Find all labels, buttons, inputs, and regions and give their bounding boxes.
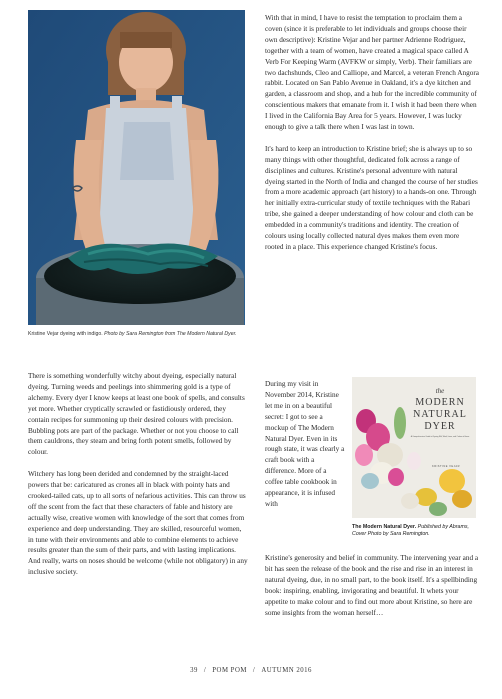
book-cover-illustration — [352, 377, 476, 518]
book-title-dyer: DYER — [424, 421, 456, 432]
right-paragraph-2: It's hard to keep an introduction to Kristine brief; she is always up to so many things with other thoughtful, dedicated folk across a range of disciplines and cultures. Kristine's personal adventure with natural dyeing started in the North of India and changed the course of her studies from a more academic approach (art history) to a hands-on one. Through her initially extra-curricular study of textile techniques with the Rabari tribe, she gained a deeper understanding of how colour and cloth can be embedded in a community's traditions and identity. The creation of colours using locally collected natural dyes makes them even more rooted in a place. This experience changed Kristine's focus. — [265, 144, 478, 252]
photo-caption — [28, 331, 248, 338]
visit-wide-text: Kristine's generosity and belief in community. The intervening year and a bit has seen the release of the book and the rise and rise in an interest in natural dyeing, due, in no small part, to the book itself. It's a spellbinding book: inspiring, enabling, invigorating and beautiful. It whets your appetite to make colour and to find out more about Kristine, so here are some insights from the woman herself… — [265, 554, 479, 617]
left-paragraph-2: Witchery has long been derided and condemned by the straight-laced powers that be: caricatured as crones all in black with pointy hats and crooked-tailed cats, up to all sorts of nefarious activities. This can throw us off the scent from the fact that these characters of fable and history are actually wise, creative women with knowledge of the sort that comes from experience and deep understanding. They are skilled, resourceful women, in tune with their environments and able to combine elements to achieve results greater than the sum of their parts, and with lasting implications. And really, warts on noses should be welcome (while not obligatory) in any inclusive society. — [28, 470, 248, 577]
dyer-photo — [28, 10, 245, 325]
right-paragraph-1: With that in mind, I have to resist the temptation to proclaim them a coven (since it is preferable to let individuals and groups choose their own descriptive): Kristine Vejar and her partner Adrienne Rodriguez, together with a team of women, have created a magical space called A Verb For Keeping Warm (AVFKW or simply, Verb). Their familiars are two dachshunds, Cleo and Calliope, and Marcel, a veteran French Angora rabbit. Located on San Pablo Avenue in Oakland, it's a dye kitchen and garden, a classroom and shop, and a hub for the incredible community of conscientious makers that emanate from it. I wish it had been there when I lived in the California Bay Area for 5 years. However, I was lucky enough to give a talk there when I was last in town. — [265, 14, 480, 132]
issue-name: AUTUMN 2016 — [261, 667, 312, 674]
book-title-modern: MODERN — [415, 397, 465, 408]
book-author: KRISTINE VEJAR — [431, 465, 461, 468]
book-cover-photo — [352, 377, 476, 518]
magazine-name: POM POM — [212, 667, 247, 674]
book-caption-credit: Published by Abrams, Cover Photo by Sara Remington. — [352, 524, 469, 538]
left-column-text — [28, 371, 248, 589]
right-column-text — [265, 13, 479, 264]
page-footer — [0, 667, 502, 674]
book-title-natural: NATURAL — [413, 409, 467, 420]
photo-caption-text: Kristine Vejar dyeing with indigo. — [28, 331, 103, 337]
photo-caption-credit: Photo by Sara Remington from The Modern Natural Dyer. — [104, 331, 237, 337]
footer-separator: / — [203, 667, 207, 674]
left-paragraph-1: There is something wonderfully witchy about dyeing, especially natural dyeing. Turning weeds and peelings into shimmering gold is a type of alchemy. Every dyer I know keeps at least one book of spells, and consults yet more. Whether cryptically scrawled or fastidiously ordered, they contain recipes for summoning up their desired colours with precision. Bubbling pots are part of the package. Whether or not you choose to call them cauldrons, they steam and bring forth potent smells, followed by colour. — [28, 372, 245, 457]
book-caption-title: The Modern Natural Dyer. — [352, 524, 417, 530]
book-subtitle: A Comprehensive Guide to Dyeing Silk, Wool, Linen, and Cotton at Home — [410, 436, 470, 438]
book-title-the: the — [435, 387, 445, 395]
visit-narrow-text: During my visit in November 2014, Kristine let me in on a beautiful secret: I got to see a mockup of The Modern Natural Dyer. Even in its rough state, it was clearly a craft book with a difference. More of a coffee table cookbook in appearance, it is infused with — [265, 380, 345, 508]
page-number: 39 — [190, 667, 198, 674]
dyer-illustration — [28, 10, 245, 325]
book-caption — [352, 524, 478, 538]
footer-separator: / — [252, 667, 256, 674]
